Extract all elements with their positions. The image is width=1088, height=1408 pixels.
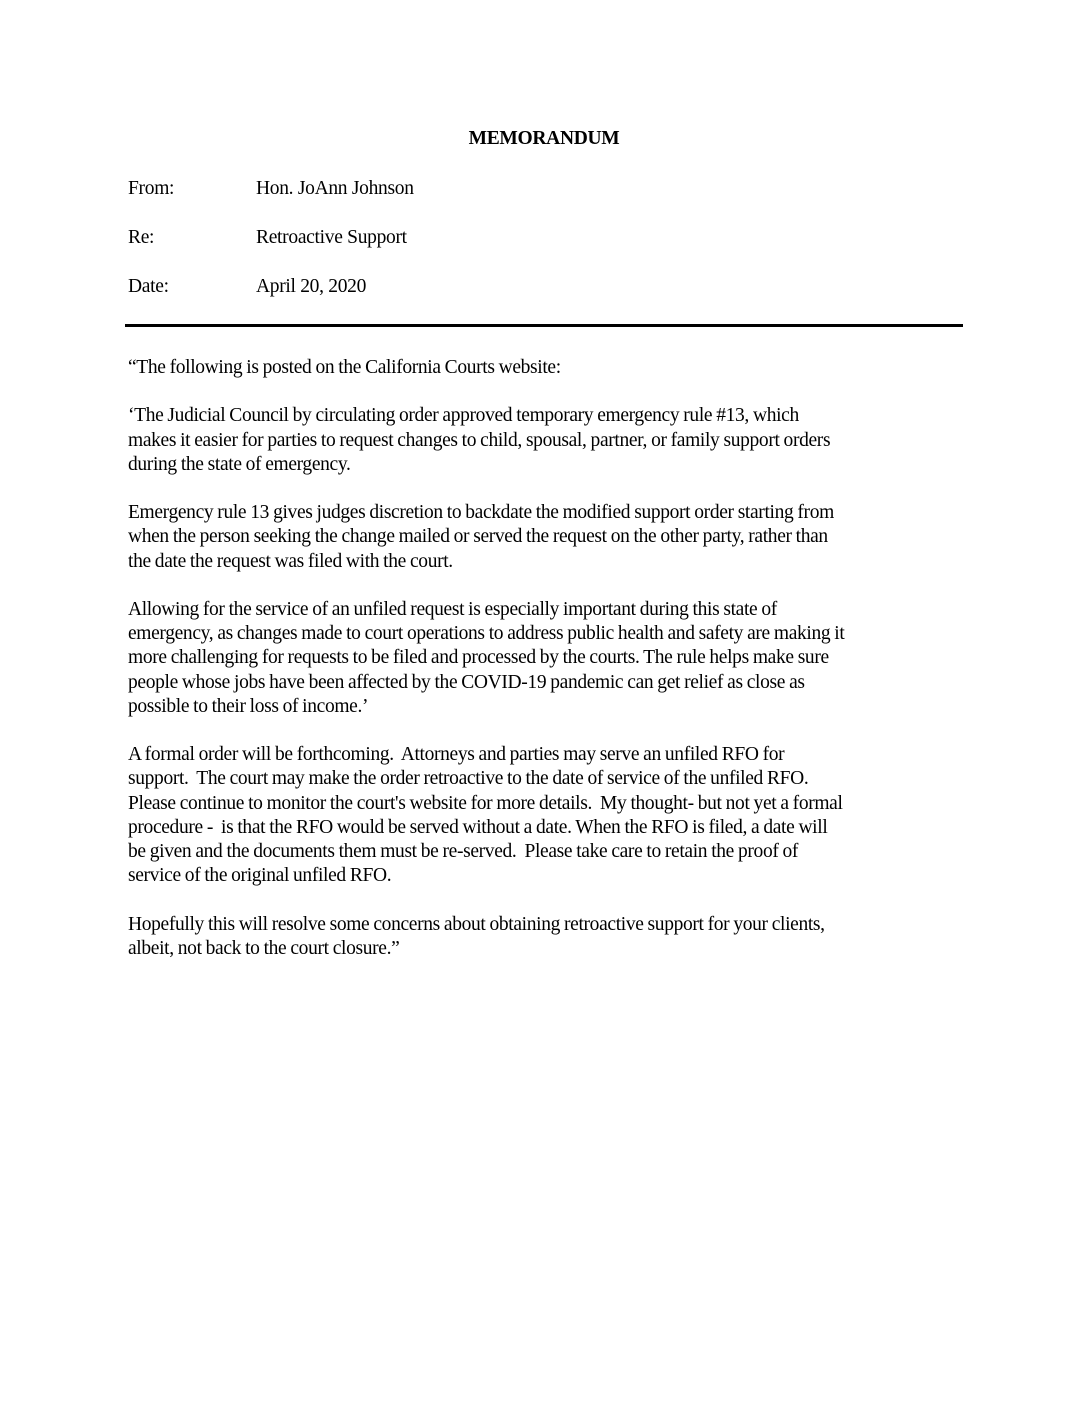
body-paragraph xyxy=(128,598,968,719)
meta-value-date: April 20, 2020 xyxy=(256,276,367,297)
body-paragraph xyxy=(128,913,968,961)
body-paragraph xyxy=(128,743,968,888)
meta-value-re: Retroactive Support xyxy=(256,227,407,248)
paragraph-line: Emergency rule 13 gives judges discretion to backdate the modified support order starting from xyxy=(128,502,834,524)
meta-value-from: Hon. JoAnn Johnson xyxy=(256,178,414,199)
paragraph-line: the date the request was filed with the court. xyxy=(128,550,453,572)
paragraph-line: during the state of emergency. xyxy=(128,453,351,475)
paragraph-line: possible to their loss of income.’ xyxy=(128,695,369,717)
meta-label-date: Date: xyxy=(128,276,169,297)
body-paragraph xyxy=(128,501,968,574)
paragraph-line: when the person seeking the change mailed or served the request on the other party, rather than xyxy=(128,526,828,548)
paragraph-line: A formal order will be forthcoming. Attorneys and parties may serve an unfiled RFO for xyxy=(128,744,785,766)
paragraph-line: albeit, not back to the court closure.” xyxy=(128,937,400,959)
paragraph-line: more challenging for requests to be filed and processed by the courts. The rule helps make sure xyxy=(128,647,829,669)
meta-label-re: Re: xyxy=(128,227,155,248)
paragraph-line: Hopefully this will resolve some concerns about obtaining retroactive support for your clients, xyxy=(128,913,825,935)
paragraph-line: Allowing for the service of an unfiled request is especially important during this state of xyxy=(128,598,777,620)
memo-title: MEMORANDUM xyxy=(468,128,620,149)
paragraph-line: ‘The Judicial Council by circulating order approved temporary emergency rule #13, which xyxy=(128,405,799,427)
header-divider xyxy=(125,324,963,327)
paragraph-line: “The following is posted on the California Courts website: xyxy=(128,357,561,378)
paragraph-line: makes it easier for parties to request changes to child, spousal, partner, or family support orders xyxy=(128,429,831,451)
paragraph-line: procedure - is that the RFO would be served without a date. When the RFO is filed, a date will xyxy=(128,816,828,838)
body-paragraph xyxy=(128,356,968,380)
body-paragraph xyxy=(128,404,968,477)
paragraph-line: support. The court may make the order retroactive to the date of service of the unfiled RFO. xyxy=(128,768,809,790)
paragraph-line: emergency, as changes made to court operations to address public health and safety are making it xyxy=(128,623,845,645)
paragraph-line: Please continue to monitor the court's website for more details. My thought- but not yet a formal xyxy=(128,792,843,814)
paragraph-line: people whose jobs have been affected by the COVID-19 pandemic can get relief as close as xyxy=(128,671,805,693)
paragraph-line: service of the original unfiled RFO. xyxy=(128,865,392,887)
memo-body xyxy=(128,356,968,985)
paragraph-line: be given and the documents them must be re-served. Please take care to retain the proof of xyxy=(128,841,799,862)
meta-label-from: From: xyxy=(128,178,175,199)
